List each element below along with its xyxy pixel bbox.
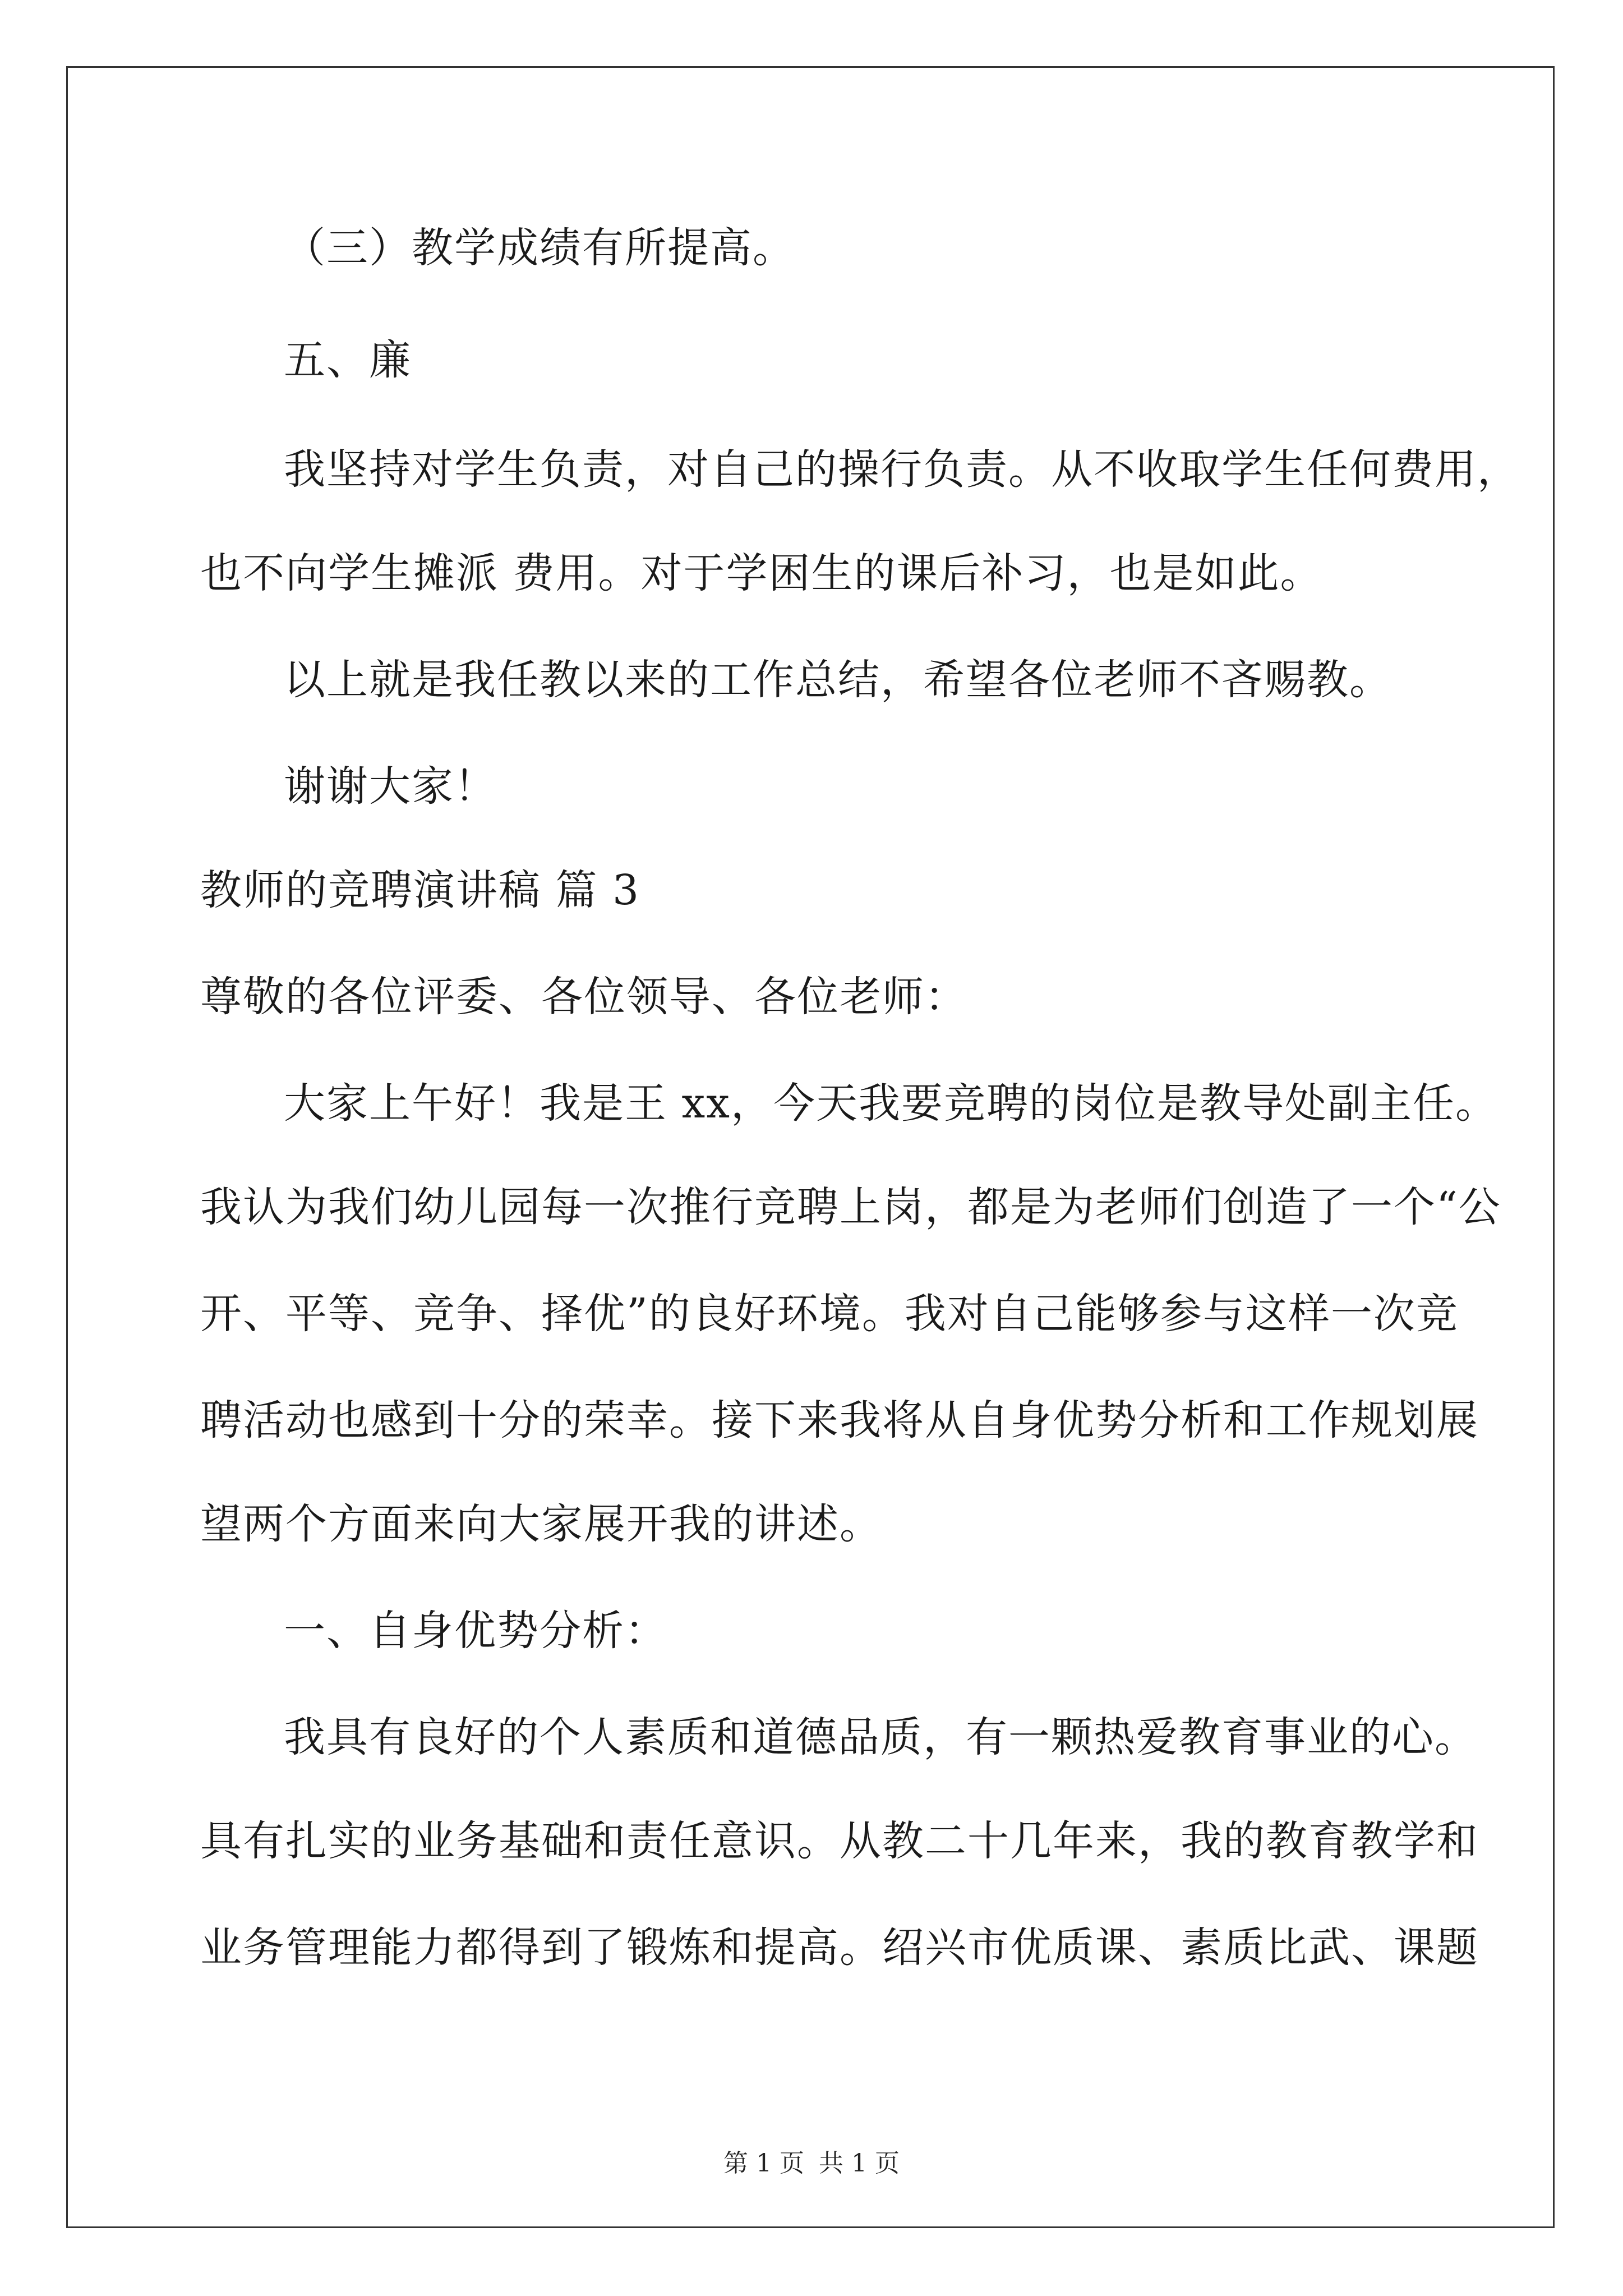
page-number-total: 共 1 页: [819, 2149, 900, 2178]
paragraph-line: 我认为我们幼儿园每一次推行竞聘上岗，都是为老师们创造了一个“公: [200, 1183, 1501, 1231]
paragraph-line: 以上就是我任教以来的工作总结，希望各位老师不吝赐教。: [284, 656, 1392, 704]
paragraph-line: 聘活动也感到十分的荣幸。接下来我将从自身优势分析和工作规划展: [200, 1396, 1479, 1444]
paragraph-line: 我具有良好的个人素质和道德品质，有一颗热爱教育事业的心。: [284, 1713, 1477, 1761]
salutation: 尊敬的各位评委、各位领导、各位老师：: [200, 973, 967, 1021]
closing-thanks: 谢谢大家！: [284, 762, 497, 811]
article-title: 教师的竞聘演讲稿 篇 3: [200, 866, 640, 914]
page-frame: [66, 66, 1555, 2228]
paragraph-line: 望两个方面来向大家展开我的讲述。: [200, 1500, 882, 1548]
section-heading-self-analysis: 一、自身优势分析：: [284, 1607, 667, 1655]
paragraph-line: 具有扎实的业务基础和责任意识。从教二十几年来，我的教育教学和: [200, 1817, 1479, 1865]
paragraph-line: 开、平等、竞争、择优”的良好环境。我对自己能够参与这样一次竞: [200, 1290, 1459, 1338]
paragraph-line: 也不向学生摊派 费用。对于学困生的课后补习，也是如此。: [200, 549, 1323, 597]
paragraph-line: 业务管理能力都得到了锻炼和提高。绍兴市优质课、素质比武、课题: [200, 1924, 1479, 1972]
subsection-heading-teaching-results: （三）教学成绩有所提高。: [284, 224, 795, 272]
page-number-current: 第 1 页: [723, 2149, 804, 2178]
paragraph-line: 大家上午好！我是王 xx，今天我要竞聘的岗位是教导处副主任。: [284, 1079, 1498, 1128]
section-heading-integrity: 五、廉: [284, 336, 412, 384]
page-footer: [0, 2143, 1623, 2179]
paragraph-line: 我坚持对学生负责，对自己的操行负责。从不收取学生任何费用，: [284, 445, 1520, 494]
